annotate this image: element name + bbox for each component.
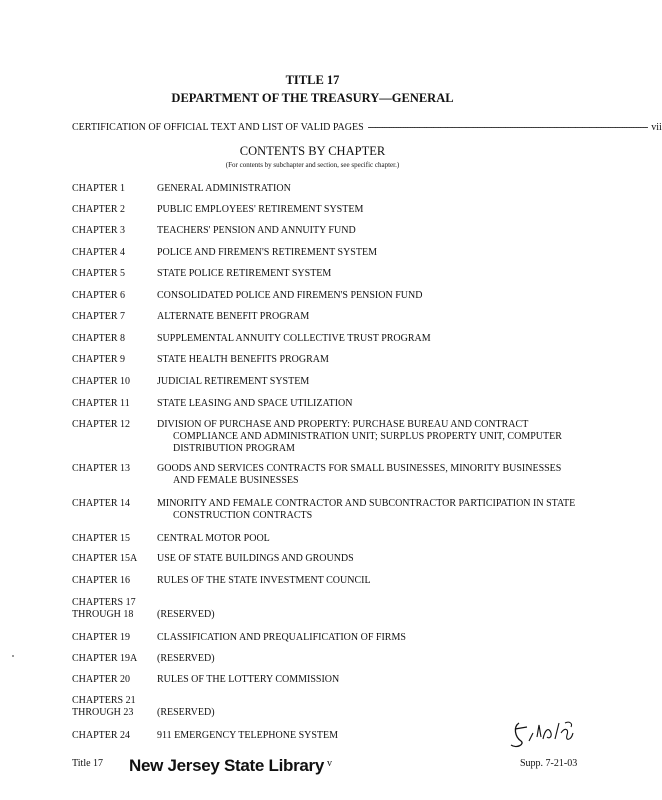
chapter-label — [72, 354, 156, 366]
chapter-title — [157, 575, 607, 587]
chapter-label — [72, 225, 156, 237]
chapter-title — [157, 311, 607, 323]
certification-line — [72, 122, 662, 133]
chapter-title-line: TEACHERS' PENSION AND ANNUITY FUND — [157, 225, 356, 236]
chapter-label — [72, 247, 156, 259]
chapter-title-line: USE OF STATE BUILDINGS AND GROUNDS — [157, 553, 354, 564]
chapter-label-line: CHAPTER 14 — [72, 498, 131, 509]
chapter-label — [72, 695, 156, 719]
chapter-title-line: DISTRIBUTION PROGRAM — [173, 443, 295, 454]
chapter-title-line: (RESERVED) — [157, 653, 215, 664]
chapter-title-line: POLICE AND FIREMEN'S RETIREMENT SYSTEM — [157, 247, 377, 258]
chapter-label — [72, 376, 156, 388]
chapter-label-line: CHAPTER 11 — [72, 398, 130, 409]
chapter-label-line: CHAPTER 5 — [72, 268, 126, 279]
chapter-title — [157, 609, 607, 621]
chapter-title — [157, 290, 607, 302]
chapter-title — [157, 463, 607, 487]
chapter-title — [157, 674, 607, 686]
contents-note: (For contents by subchapter and section, see specific chapter.) — [225, 161, 400, 169]
chapter-label — [72, 183, 156, 195]
library-stamp: New Jersey State Library — [129, 756, 325, 775]
chapter-label-line: CHAPTER 6 — [72, 290, 126, 301]
scan-speck — [12, 655, 14, 657]
chapter-label-line: CHAPTER 19 — [72, 632, 131, 643]
chapter-title-line: PUBLIC EMPLOYEES' RETIREMENT SYSTEM — [157, 204, 364, 215]
chapter-label-line: CHAPTER 1 — [72, 183, 126, 194]
chapter-label-line: CHAPTER 2 — [72, 204, 126, 215]
chapter-title-line: GENERAL ADMINISTRATION — [157, 183, 291, 194]
chapter-label-line: CHAPTER 4 — [72, 247, 126, 258]
chapter-title-line: CONSOLIDATED POLICE AND FIREMEN'S PENSION FUND — [157, 290, 423, 301]
subtitle: DEPARTMENT OF THE TREASURY—GENERAL — [171, 91, 454, 105]
chapter-label-line: CHAPTER 8 — [72, 333, 126, 344]
certification-page: vii — [651, 122, 662, 133]
chapter-label — [72, 632, 156, 644]
chapter-label — [72, 575, 156, 587]
chapter-label-line: THROUGH 23 — [72, 707, 134, 718]
chapter-title-line: 911 EMERGENCY TELEPHONE SYSTEM — [157, 730, 339, 741]
chapter-label — [72, 311, 156, 323]
chapter-label-line: CHAPTER 7 — [72, 311, 126, 322]
chapter-title-line: COMPLIANCE AND ADMINISTRATION UNIT; SURPLUS PROPERTY UNIT, COMPUTER — [173, 431, 562, 442]
chapter-title — [157, 183, 607, 195]
chapter-title-line: DIVISION OF PURCHASE AND PROPERTY: PURCHASE BUREAU AND CONTRACT — [157, 419, 529, 430]
chapter-label — [72, 419, 156, 431]
chapter-title-line: STATE HEALTH BENEFITS PROGRAM — [157, 354, 329, 365]
chapter-label-line: CHAPTER 15A — [72, 553, 138, 564]
chapter-title — [157, 533, 607, 545]
chapter-label-line: CHAPTER 12 — [72, 419, 131, 430]
chapter-label — [72, 498, 156, 510]
chapter-title-line: AND FEMALE BUSINESSES — [173, 475, 299, 486]
chapter-label-line: CHAPTER 24 — [72, 730, 131, 741]
chapter-title-line: CLASSIFICATION AND PREQUALIFICATION OF FIRMS — [157, 632, 406, 643]
certification-label: CERTIFICATION OF OFFICIAL TEXT AND LIST OF VALID PAGES — [72, 122, 364, 133]
chapter-title — [157, 204, 607, 216]
chapter-title-line: MINORITY AND FEMALE CONTRACTOR AND SUBCONTRACTOR PARTICIPATION IN STATE — [157, 498, 576, 509]
chapter-label — [72, 290, 156, 302]
chapter-label-line: CHAPTER 3 — [72, 225, 126, 236]
chapter-title-line: SUPPLEMENTAL ANNUITY COLLECTIVE TRUST PROGRAM — [157, 333, 431, 344]
chapter-title-line: (RESERVED) — [157, 609, 215, 620]
chapter-label-line: CHAPTER 20 — [72, 674, 131, 685]
chapter-label-line: CHAPTERS 21 — [72, 695, 136, 706]
chapter-title-line: RULES OF THE STATE INVESTMENT COUNCIL — [157, 575, 371, 586]
chapter-label — [72, 268, 156, 280]
chapter-label — [72, 333, 156, 345]
title: TITLE 17 — [285, 73, 340, 87]
chapter-title-line: STATE POLICE RETIREMENT SYSTEM — [157, 268, 332, 279]
chapter-label — [72, 463, 156, 475]
page-number: v — [327, 758, 332, 769]
handwritten-signature — [505, 715, 585, 755]
chapter-title-line: CENTRAL MOTOR POOL — [157, 533, 270, 544]
chapter-label — [72, 553, 156, 565]
chapter-title — [157, 553, 607, 565]
chapter-label — [72, 653, 156, 665]
chapter-label — [72, 204, 156, 216]
chapter-title — [157, 376, 607, 388]
chapter-title — [157, 225, 607, 237]
chapter-label — [72, 674, 156, 686]
chapter-title — [157, 354, 607, 366]
chapter-title — [157, 419, 607, 455]
chapter-title — [157, 268, 607, 280]
chapter-label — [72, 533, 156, 545]
chapter-title-line: STATE LEASING AND SPACE UTILIZATION — [157, 398, 353, 409]
chapter-label — [72, 730, 156, 742]
supplement-date: Supp. 7-21-03 — [520, 758, 578, 769]
chapter-title-line: ALTERNATE BENEFIT PROGRAM — [157, 311, 310, 322]
chapter-label-line: THROUGH 18 — [72, 609, 134, 620]
chapter-title — [157, 632, 607, 644]
chapter-title — [157, 498, 607, 522]
chapter-label-line: CHAPTERS 17 — [72, 597, 136, 608]
chapter-title — [157, 333, 607, 345]
chapter-label-line: CHAPTER 19A — [72, 653, 138, 664]
chapter-title-line: JUDICIAL RETIREMENT SYSTEM — [157, 376, 310, 387]
chapter-title — [157, 398, 607, 410]
chapter-label-line: CHAPTER 16 — [72, 575, 131, 586]
contents-heading: CONTENTS BY CHAPTER — [239, 144, 386, 158]
chapter-label-line: CHAPTER 9 — [72, 354, 126, 365]
chapter-label — [72, 597, 156, 621]
chapter-title-line: GOODS AND SERVICES CONTRACTS FOR SMALL BUSINESSES, MINORITY BUSINESSES — [157, 463, 562, 474]
footer-title: Title 17 — [72, 758, 104, 769]
chapter-label-line: CHAPTER 15 — [72, 533, 131, 544]
chapter-title — [157, 247, 607, 259]
dot-leader: ------------------------------------------------------------------------------------------------------------------------ — [367, 122, 648, 133]
chapter-label — [72, 398, 156, 410]
chapter-title-line: RULES OF THE LOTTERY COMMISSION — [157, 674, 340, 685]
chapter-label-line: CHAPTER 13 — [72, 463, 131, 474]
chapter-title-line: (RESERVED) — [157, 707, 215, 718]
chapter-label-line: CHAPTER 10 — [72, 376, 131, 387]
chapter-title — [157, 653, 607, 665]
chapter-title-line: CONSTRUCTION CONTRACTS — [173, 510, 313, 521]
